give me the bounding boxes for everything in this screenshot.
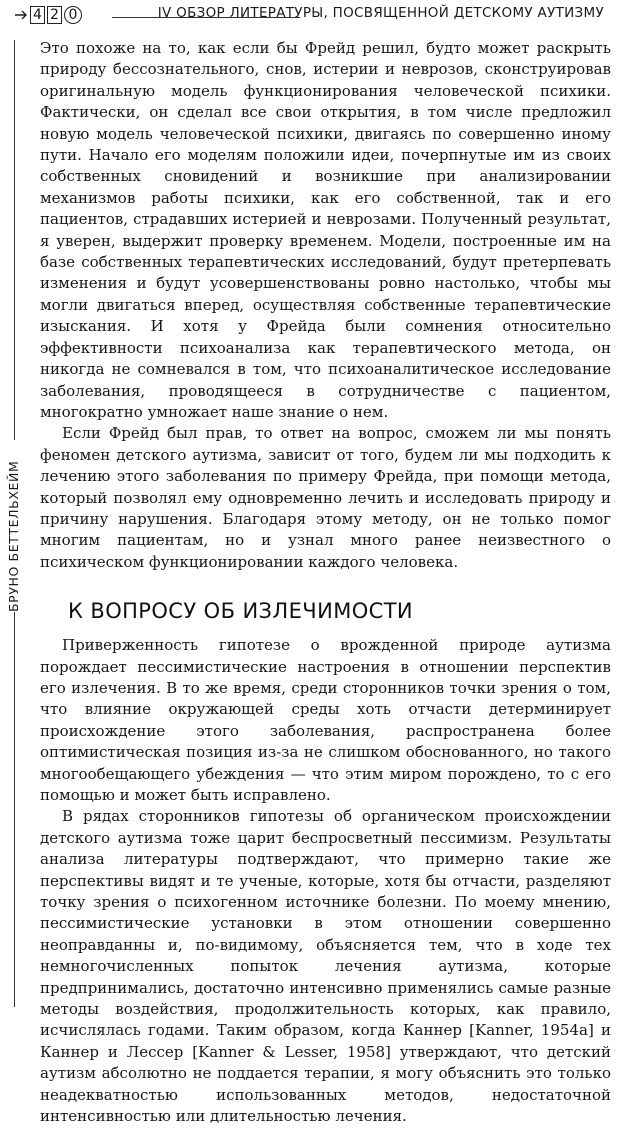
arrow-right-icon: [14, 7, 28, 23]
paragraph-2: Если Фрейд был прав, то ответ на вопрос, сможем ли мы понять феномен детского аутизма, зависит от того, будем ли мы подходить к лечению этого заболевания по примеру Фрейда, при помощи метода, который позволял ему одновременно лечить и исследовать природу и причину нарушения. Благодаря этому методу, он не только помог многим пациентам, но и узнал много ранее неизвестного о психическом функционировании каждого человека.: [40, 424, 611, 571]
side-rule-bottom: [14, 612, 15, 1007]
paragraph-4: В рядах сторонников гипотезы об органическом происхождении детского аутизма тоже царит беспросветный пессимизм. Результаты анализа литературы подтверждают, что примерно такие же перспективы видят и те ученые, которые, хотя бы отчасти, разделяют точку зрения о психогенном источнике болезни. По моему мнению, пессимистические установки в этом отношении совершенно неоправданны и, по-видимому, объясняется тем, что в ходе тех немногочисленных попыток лечения аутизма, которые предпринимались, достаточно интенсивно применялись самые разные методы воздействия, продолжительность которых, как правило, исчислялась годами. Таким образом, когда Каннер [Kanner, 1954a] и Каннер и Лессер [Kanner & Lesser, 1958] утверждают, что детский аутизм абсолютно не поддается терапии, я могу объяснить это только неадекватностью использованных методов, недостаточной интенсивностью или длительностью лечения.: [40, 807, 611, 1126]
side-rule-top: [14, 40, 15, 440]
running-header: [0, 0, 620, 34]
paragraph-3: Приверженность гипотезе о врожденной природе аутизма порождает пессимистические настроения в отношении перспектив его излечения. В то же время, среди сторонников точки зрения о том, что влияние окружающей среды хоть отчасти детерминирует происхождение этого заболевания, распространена более оптимистическая позиция из-за не слишком обоснованного, но такого многообещающего убеждения — что этим миром порождено, то с его помощью и может быть исправлено.: [40, 636, 611, 804]
paragraph-1: Это похоже на то, как если бы Фрейд решил, будто может раскрыть природу бессознательного, снов, истерии и неврозов, сконструировав оригинальную модель функционирования человеческой психики. Фактически, он сделал все свои открытия, в том числе предложил новую модель человеческой психики, двигаясь по совершенно иному пути. Начало его моделям положили идеи, почерпнутые им из своих собственных сновидений и возникшие при анализировании механизмов работы психики, как его собственной, так и его пациентов, страдавших истерией и неврозами. Полученный результат, я уверен, выдержит проверку временем. Модели, построенные им на базе собственных терапевтических исследований, будут претерпевать изменения и будут усовершенствованы ровно настолько, чтобы мы могли двигаться вперед, осуществляя собственные терапевтические изыскания. И хотя у Фрейда были сомнения относительно эффективности психоанализа как терапевтического метода, он никогда не сомневался в том, что психоаналитическое исследование заболевания, проводящееся в сотрудничестве с пациентом, многократно умножает наше знание о нем.: [40, 39, 611, 421]
side-author-title: БРУНО БЕТТЕЛЬХЕЙМ: [6, 460, 21, 612]
page-digit-hundreds: 4: [30, 6, 45, 24]
text-column: [40, 38, 611, 1128]
page-digit-units: 0: [64, 6, 82, 24]
page-number: [14, 4, 84, 26]
chapter-title: IV ОБЗОР ЛИТЕРАТУРЫ, ПОСВЯЩЕННОЙ ДЕТСКОМУ АУТИЗМУ: [157, 5, 604, 21]
section-heading: К ВОПРОСУ ОБ ИЗЛЕЧИМОСТИ: [68, 599, 414, 624]
page-digit-tens: 2: [47, 6, 62, 24]
